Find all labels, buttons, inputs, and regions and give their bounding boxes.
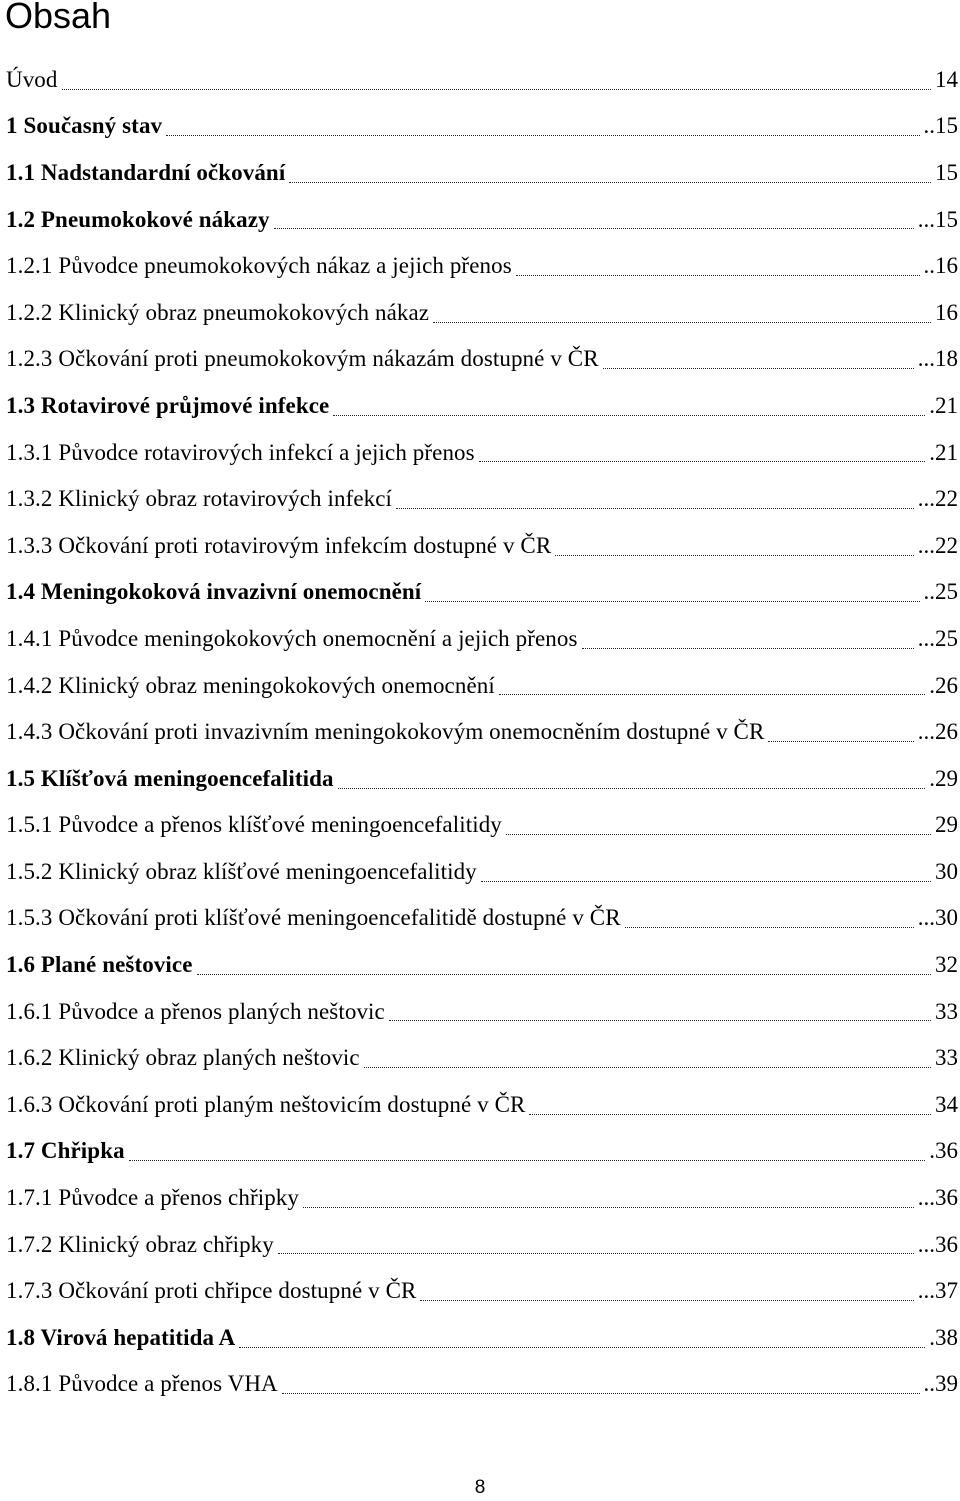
toc-entry-page: ...36 bbox=[917, 1185, 958, 1211]
toc-dot-leader bbox=[364, 1066, 931, 1068]
toc-entry[interactable] bbox=[6, 615, 958, 662]
toc-entry[interactable] bbox=[6, 196, 958, 243]
toc-dot-leader bbox=[166, 134, 919, 136]
toc-dot-leader bbox=[274, 227, 914, 229]
toc-entry-title: 1.4.1 Původce meningokokových onemocnění a jejich přenos bbox=[6, 625, 578, 651]
page-title: Obsah bbox=[5, 0, 112, 36]
toc-entry[interactable] bbox=[6, 1034, 958, 1081]
toc-dot-leader bbox=[481, 880, 931, 882]
toc-dot-leader bbox=[420, 1299, 913, 1301]
toc-entry-title: 1.5 Klíšťová meningoencefalitida bbox=[6, 765, 334, 791]
toc-dot-leader bbox=[129, 1159, 926, 1161]
toc-dot-leader bbox=[433, 321, 931, 323]
toc-entry-title: 1.2.3 Očkování proti pneumokokovým nákazám dostupné v ČR bbox=[6, 346, 599, 372]
toc-entry-page: 15 bbox=[935, 159, 958, 185]
toc-entry-title: 1.2 Pneumokokové nákazy bbox=[6, 206, 270, 232]
toc-dot-leader bbox=[389, 1019, 931, 1021]
toc-entry-title: 1.4 Meningokoková invazivní onemocnění bbox=[6, 579, 422, 605]
toc-entry[interactable] bbox=[6, 429, 958, 476]
toc-entry[interactable] bbox=[6, 988, 958, 1035]
toc-entry[interactable] bbox=[6, 103, 958, 150]
toc-dot-leader bbox=[479, 460, 926, 462]
toc-entry[interactable] bbox=[6, 1081, 958, 1128]
toc-entry-page: 30 bbox=[935, 858, 958, 884]
toc-entry-title: 1.8 Virová hepatitida A bbox=[6, 1324, 236, 1350]
toc-dot-leader bbox=[197, 973, 931, 975]
toc-entry-title: 1.3.2 Klinický obraz rotavirových infekcí bbox=[6, 486, 393, 512]
toc-entry-page: .36 bbox=[929, 1138, 958, 1164]
toc-entry-page: ...25 bbox=[917, 625, 958, 651]
toc-entry-page: .21 bbox=[929, 439, 958, 465]
toc-entry[interactable] bbox=[6, 56, 958, 103]
toc-entry[interactable] bbox=[6, 242, 958, 289]
toc-entry-title: 1.3.1 Původce rotavirových infekcí a jejich přenos bbox=[6, 439, 475, 465]
toc-entry-title: 1.4.3 Očkování proti invazivním meningokokovým onemocněním dostupné v ČR bbox=[6, 719, 765, 745]
toc-entry-title: 1.6.3 Očkování proti planým neštovicím dostupné v ČR bbox=[6, 1091, 526, 1117]
toc-entry-page: ...30 bbox=[917, 905, 958, 931]
toc-entry[interactable] bbox=[6, 1128, 958, 1175]
toc-entry-title: 1.5.1 Původce a přenos klíšťové meningoencefalitidy bbox=[6, 812, 502, 838]
table-of-contents bbox=[6, 56, 958, 1407]
toc-entry-page: .29 bbox=[929, 765, 958, 791]
toc-dot-leader bbox=[768, 740, 913, 742]
toc-entry[interactable] bbox=[6, 802, 958, 849]
toc-entry-title: 1.4.2 Klinický obraz meningokokových onemocnění bbox=[6, 672, 495, 698]
toc-entry[interactable] bbox=[6, 1174, 958, 1221]
toc-entry-page: 16 bbox=[935, 299, 958, 325]
toc-entry-title: 1.1 Nadstandardní očkování bbox=[6, 159, 286, 185]
toc-dot-leader bbox=[499, 693, 925, 695]
toc-dot-leader bbox=[396, 507, 914, 509]
toc-entry-page: 29 bbox=[935, 812, 958, 838]
toc-entry-page: ...18 bbox=[917, 346, 958, 372]
toc-entry[interactable] bbox=[6, 662, 958, 709]
toc-entry-page: .21 bbox=[929, 392, 958, 418]
toc-entry-title: 1.8.1 Původce a přenos VHA bbox=[6, 1371, 278, 1397]
toc-entry[interactable] bbox=[6, 941, 958, 988]
toc-entry-page: 14 bbox=[935, 66, 958, 92]
toc-entry-title: 1.5.3 Očkování proti klíšťové meningoencefalitidě dostupné v ČR bbox=[6, 905, 621, 931]
toc-entry-title: Úvod bbox=[6, 66, 58, 92]
toc-dot-leader bbox=[516, 274, 920, 276]
toc-entry-page: 33 bbox=[935, 998, 958, 1024]
toc-dot-leader bbox=[603, 367, 914, 369]
toc-entry[interactable] bbox=[6, 708, 958, 755]
toc-entry-page: ...36 bbox=[917, 1231, 958, 1257]
toc-entry-title: 1.6 Plané neštovice bbox=[6, 952, 193, 978]
toc-dot-leader bbox=[529, 1113, 931, 1115]
toc-entry-title: 1 Současný stav bbox=[6, 113, 163, 139]
toc-entry[interactable] bbox=[6, 1267, 958, 1314]
toc-dot-leader bbox=[425, 600, 919, 602]
toc-entry[interactable] bbox=[6, 149, 958, 196]
toc-dot-leader bbox=[289, 181, 931, 183]
toc-dot-leader bbox=[282, 1392, 920, 1394]
toc-entry[interactable] bbox=[6, 382, 958, 429]
toc-entry-page: ..39 bbox=[923, 1371, 958, 1397]
toc-entry-title: 1.5.2 Klinický obraz klíšťové meningoencefalitidy bbox=[6, 858, 477, 884]
toc-entry-title: 1.2.1 Původce pneumokokových nákaz a jejich přenos bbox=[6, 253, 512, 279]
toc-entry[interactable] bbox=[6, 289, 958, 336]
toc-entry-title: 1.7 Chřipka bbox=[6, 1138, 125, 1164]
toc-dot-leader bbox=[62, 88, 931, 90]
toc-entry-page: .26 bbox=[929, 672, 958, 698]
toc-entry-page: ...22 bbox=[917, 486, 958, 512]
toc-entry-title: 1.6.2 Klinický obraz planých neštovic bbox=[6, 1045, 360, 1071]
toc-entry-title: 1.6.1 Původce a přenos planých neštovic bbox=[6, 998, 385, 1024]
toc-entry-title: 1.7.1 Původce a přenos chřipky bbox=[6, 1185, 299, 1211]
toc-entry-title: 1.7.3 Očkování proti chřipce dostupné v ČR bbox=[6, 1278, 417, 1304]
toc-dot-leader bbox=[303, 1206, 914, 1208]
toc-entry-title: 1.3 Rotavirové průjmové infekce bbox=[6, 392, 330, 418]
toc-entry-title: 1.2.2 Klinický obraz pneumokokových nákaz bbox=[6, 299, 430, 325]
toc-entry-page: 34 bbox=[935, 1091, 958, 1117]
toc-entry[interactable] bbox=[6, 895, 958, 942]
toc-entry-page: ..25 bbox=[923, 579, 958, 605]
toc-entry-page: ...26 bbox=[917, 719, 958, 745]
toc-entry-title: 1.7.2 Klinický obraz chřipky bbox=[6, 1231, 274, 1257]
toc-entry-title: 1.3.3 Očkování proti rotavirovým infekcím dostupné v ČR bbox=[6, 532, 552, 558]
toc-dot-leader bbox=[333, 414, 925, 416]
toc-entry[interactable] bbox=[6, 336, 958, 383]
toc-entry-page: 33 bbox=[935, 1045, 958, 1071]
toc-dot-leader bbox=[338, 787, 926, 789]
toc-entry[interactable] bbox=[6, 475, 958, 522]
toc-dot-leader bbox=[555, 554, 913, 556]
toc-entry[interactable] bbox=[6, 755, 958, 802]
toc-entry[interactable] bbox=[6, 848, 958, 895]
toc-entry[interactable] bbox=[6, 1361, 958, 1408]
toc-dot-leader bbox=[278, 1252, 914, 1254]
toc-entry[interactable] bbox=[6, 569, 958, 616]
toc-entry-page: .38 bbox=[929, 1324, 958, 1350]
toc-entry-page: 32 bbox=[935, 952, 958, 978]
toc-dot-leader bbox=[239, 1346, 925, 1348]
toc-entry[interactable] bbox=[6, 522, 958, 569]
toc-entry-page: ..15 bbox=[923, 113, 958, 139]
toc-entry-page: ...37 bbox=[917, 1278, 958, 1304]
toc-entry[interactable] bbox=[6, 1221, 958, 1268]
toc-entry-page: ...15 bbox=[917, 206, 958, 232]
page-number: 8 bbox=[474, 1477, 486, 1498]
toc-dot-leader bbox=[582, 647, 914, 649]
toc-entry[interactable] bbox=[6, 1314, 958, 1361]
toc-entry-page: ...22 bbox=[917, 532, 958, 558]
toc-dot-leader bbox=[625, 926, 914, 928]
toc-entry-page: ..16 bbox=[923, 253, 958, 279]
toc-dot-leader bbox=[506, 833, 931, 835]
